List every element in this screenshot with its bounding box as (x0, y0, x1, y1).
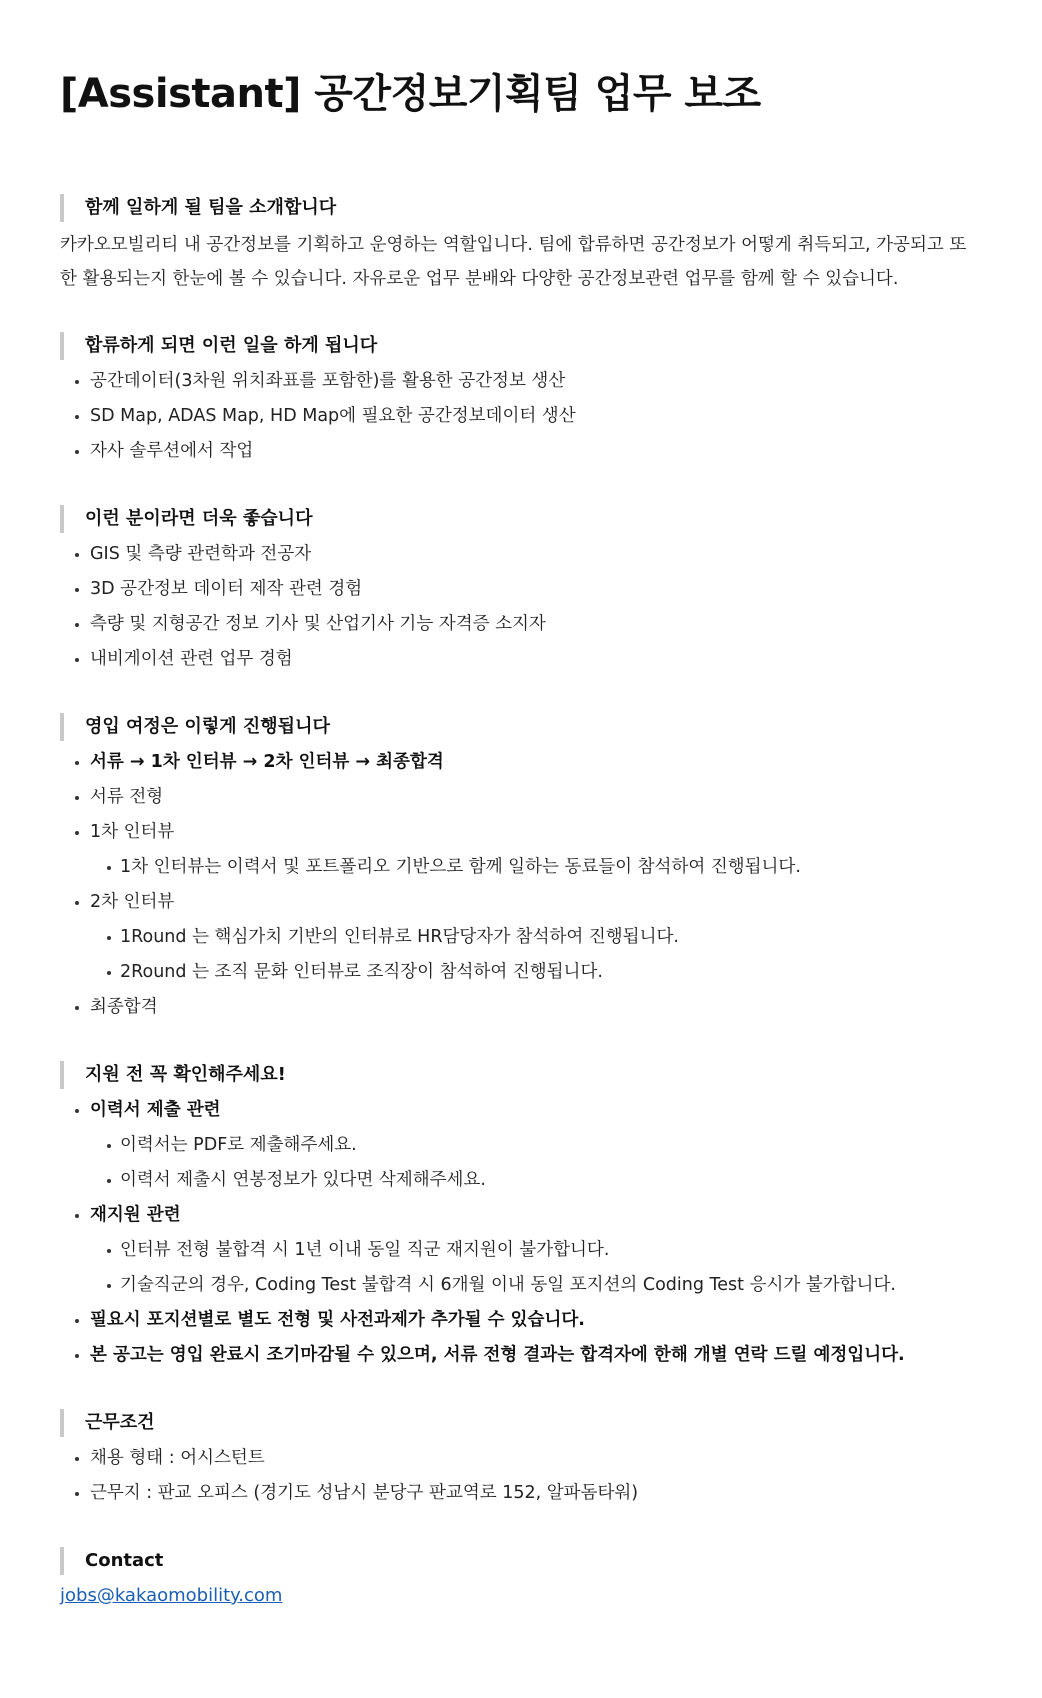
section-team-intro (60, 194, 982, 296)
list-subitem: 기술직군의 경우, Coding Test 불합격 시 6개월 이내 동일 포지션의 Coding Test 응시가 불가합니다. (60, 1268, 982, 1303)
section-process (60, 713, 982, 1025)
process-flow: 서류 → 1차 인터뷰 → 2차 인터뷰 → 최종합격 (60, 745, 982, 780)
page-title: [Assistant] 공간정보기획팀 업무 보조 (60, 71, 761, 117)
conditions-list (60, 1441, 982, 1511)
list-subitem: 1Round 는 핵심가치 기반의 인터뷰로 HR담당자가 참석하여 진행됩니다. (60, 920, 982, 955)
list-item: 3D 공간정보 데이터 제작 관련 경험 (60, 572, 982, 607)
duties-list (60, 364, 982, 469)
list-item: 서류 전형 (60, 780, 982, 815)
section-heading: 지원 전 꼭 확인해주세요! (60, 1061, 982, 1089)
contact-email-link[interactable]: jobs@kakaomobility.com (60, 1585, 283, 1606)
section-heading: 함께 일하게 될 팀을 소개합니다 (60, 194, 982, 222)
section-heading: 이런 분이라면 더욱 좋습니다 (60, 505, 982, 533)
list-subitem: 이력서 제출시 연봉정보가 있다면 삭제해주세요. (60, 1163, 982, 1198)
list-item: 재지원 관련 (60, 1198, 982, 1233)
section-heading: 합류하게 되면 이런 일을 하게 됩니다 (60, 332, 982, 360)
team-intro-text: 카카오모빌리티 내 공간정보를 기획하고 운영하는 역할입니다. 팀에 합류하면 공간정보가 어떻게 취득되고, 가공되고 또한 활용되는지 한눈에 볼 수 있습니다. 자유로운 업무 분배와 다양한 공간정보관련 업무를 함께 할 수 있습니다. (60, 235, 967, 289)
list-item: 내비게이션 관련 업무 경험 (60, 642, 982, 677)
list-item: 이력서 제출 관련 (60, 1093, 982, 1128)
section-heading: 근무조건 (60, 1409, 982, 1437)
notice-list (60, 1093, 982, 1373)
list-subitem: 2Round 는 조직 문화 인터뷰로 조직장이 참석하여 진행됩니다. (60, 955, 982, 990)
list-item: 필요시 포지션별로 별도 전형 및 사전과제가 추가될 수 있습니다. (60, 1303, 982, 1338)
list-item: 공간데이터(3차원 위치좌표를 포함한)를 활용한 공간정보 생산 (60, 364, 982, 399)
section-heading: 영입 여정은 이렇게 진행됩니다 (60, 713, 982, 741)
list-item: 근무지 : 판교 오피스 (경기도 성남시 분당구 판교역로 152, 알파돔타워) (60, 1476, 982, 1511)
section-preferred (60, 505, 982, 677)
preferred-list (60, 537, 982, 677)
list-item: 자사 솔루션에서 작업 (60, 434, 982, 469)
list-item: 2차 인터뷰 (60, 885, 982, 920)
section-notice (60, 1061, 982, 1373)
list-item: SD Map, ADAS Map, HD Map에 필요한 공간정보데이터 생산 (60, 399, 982, 434)
section-duties (60, 332, 982, 469)
section-heading: Contact (60, 1547, 982, 1575)
list-item: GIS 및 측량 관련학과 전공자 (60, 537, 982, 572)
list-subitem: 이력서는 PDF로 제출해주세요. (60, 1128, 982, 1163)
section-conditions (60, 1409, 982, 1511)
list-item: 최종합격 (60, 990, 982, 1025)
section-contact (60, 1547, 982, 1611)
list-item: 채용 형태 : 어시스턴트 (60, 1441, 982, 1476)
list-item: 측량 및 지형공간 정보 기사 및 산업기사 기능 자격증 소지자 (60, 607, 982, 642)
list-item: 본 공고는 영입 완료시 조기마감될 수 있으며, 서류 전형 결과는 합격자에 한해 개별 연락 드릴 예정입니다. (60, 1338, 982, 1373)
list-subitem: 1차 인터뷰는 이력서 및 포트폴리오 기반으로 함께 일하는 동료들이 참석하여 진행됩니다. (60, 850, 982, 885)
list-subitem: 인터뷰 전형 불합격 시 1년 이내 동일 직군 재지원이 불가합니다. (60, 1233, 982, 1268)
list-item: 1차 인터뷰 (60, 815, 982, 850)
process-list (60, 745, 982, 1025)
